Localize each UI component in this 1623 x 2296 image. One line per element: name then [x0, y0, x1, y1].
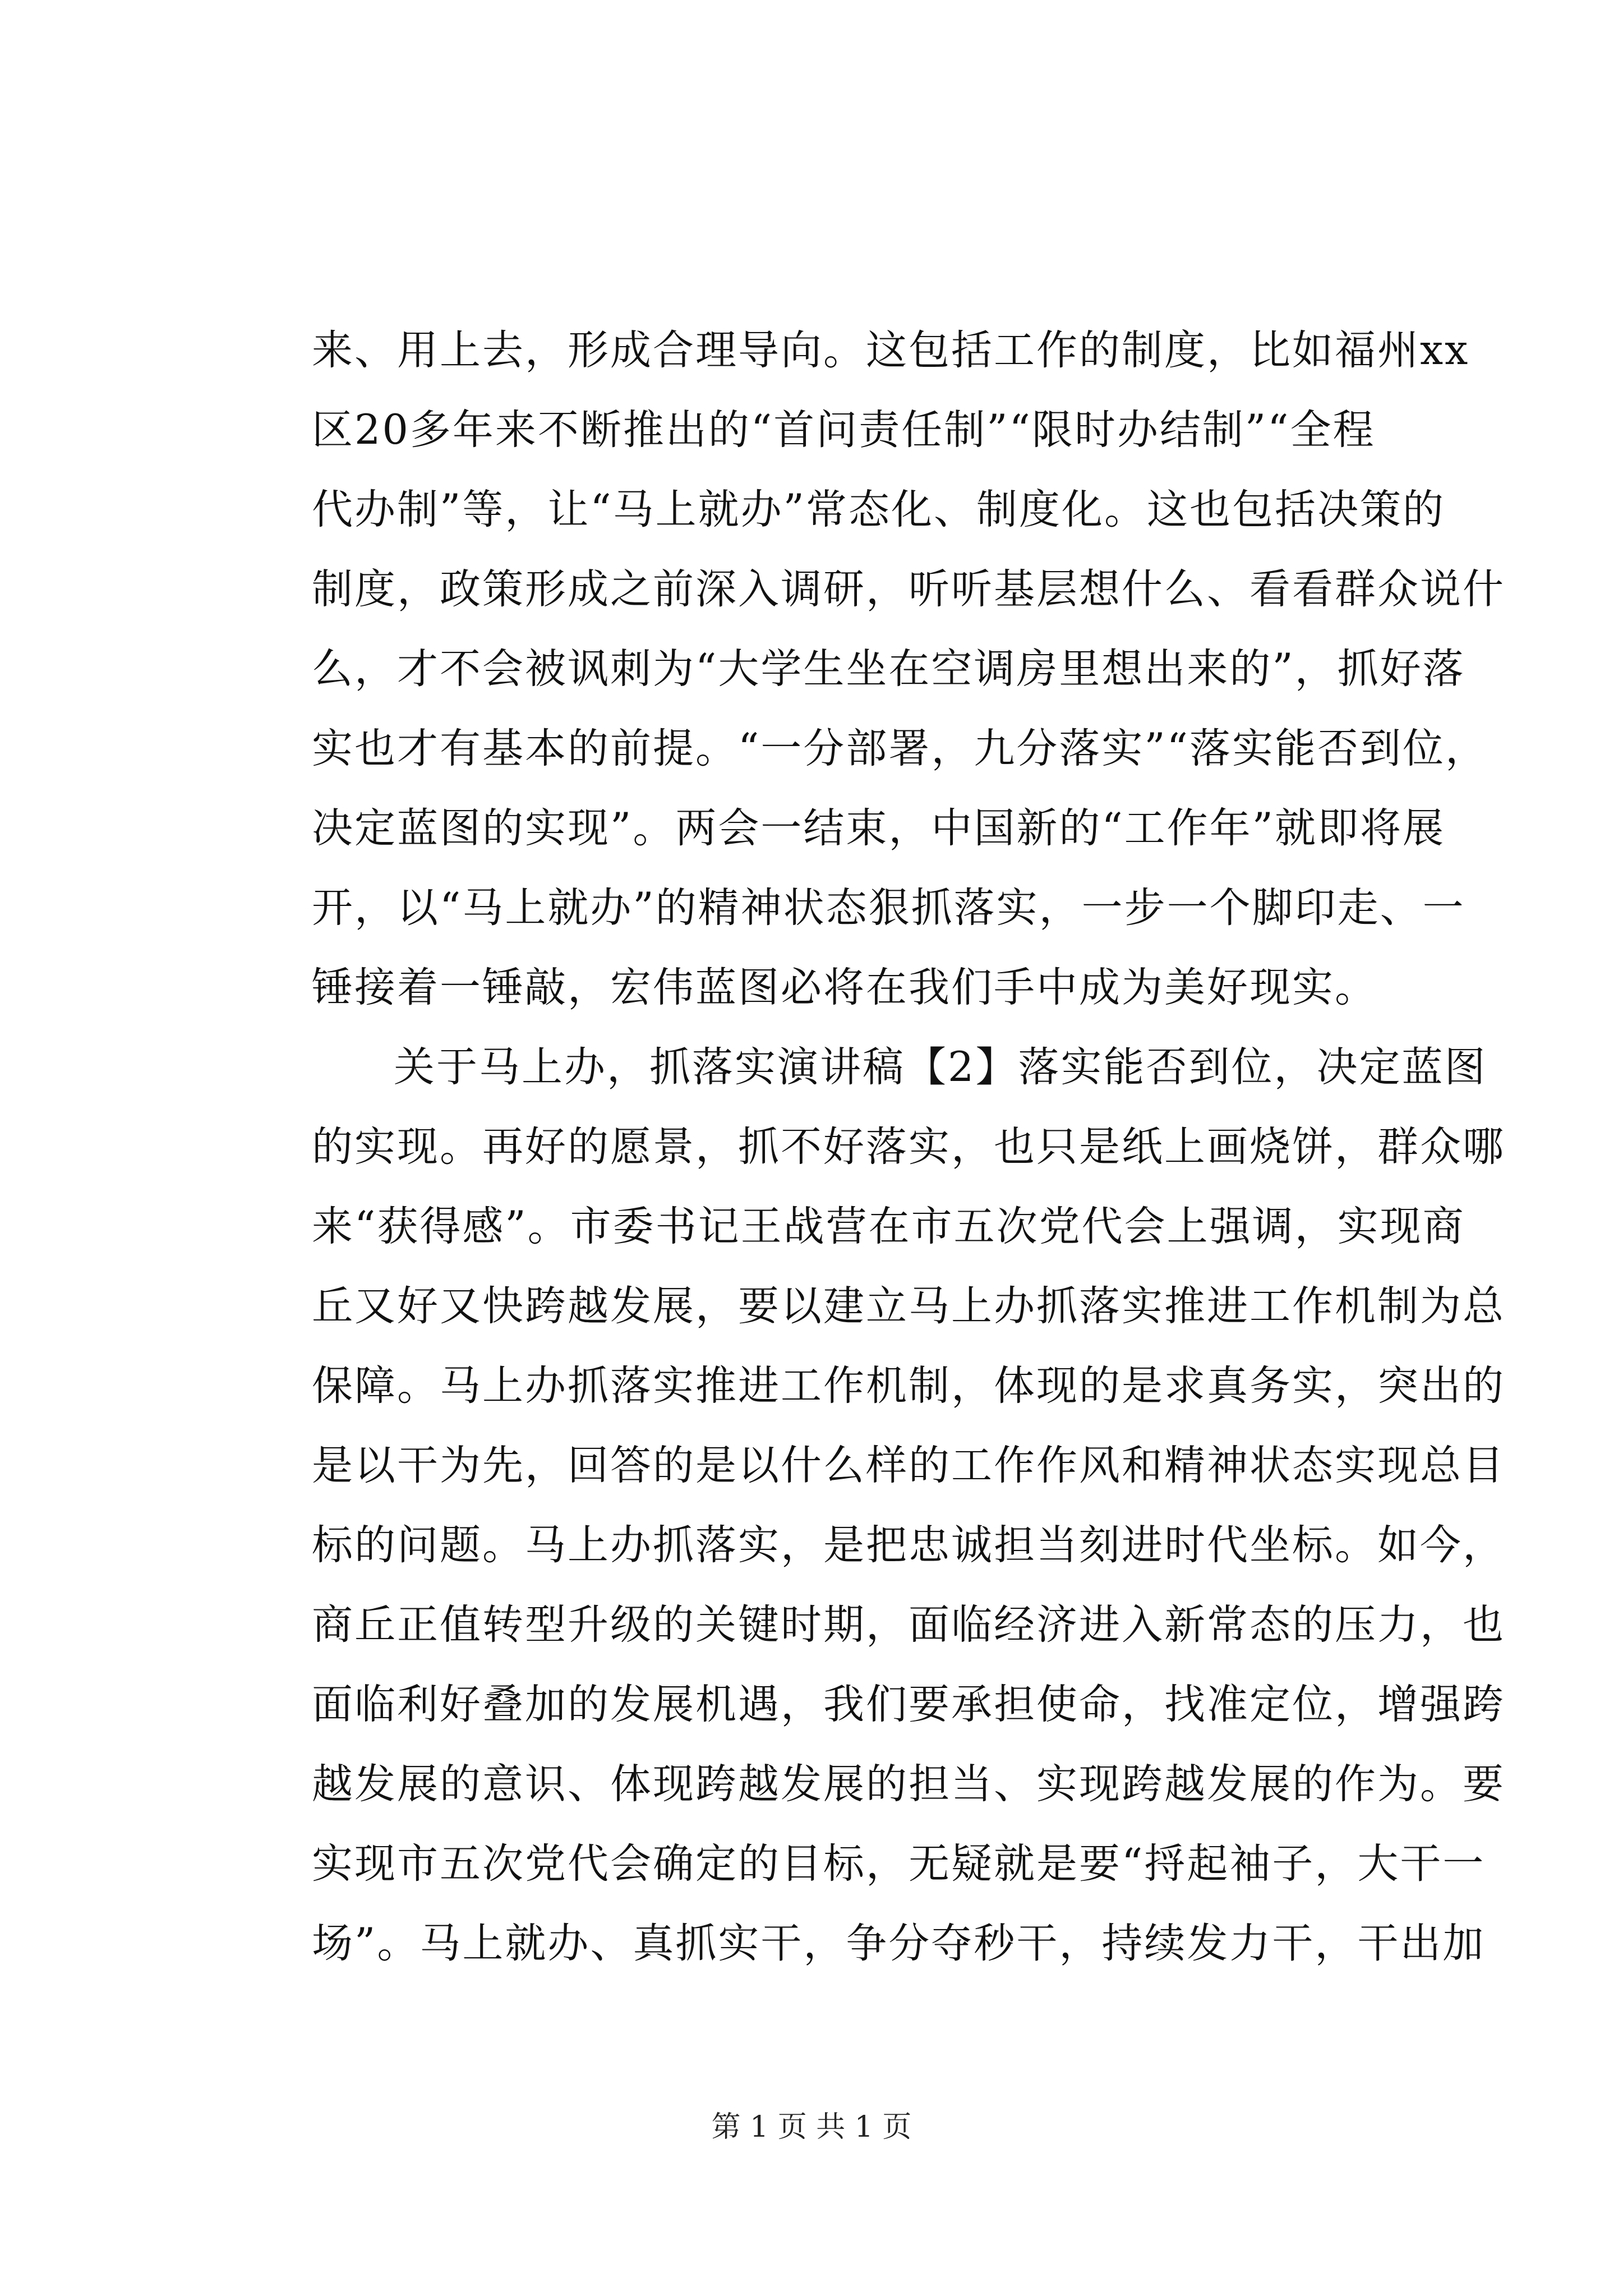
text-line: 是以干为先，回答的是以什么样的工作作风和精神状态实现总目 [312, 1442, 1505, 1489]
text-line: 来、用上去，形成合理导向。这包括工作的制度，比如福州xx [312, 326, 1470, 374]
text-line: 锤接着一锤敲，宏伟蓝图必将在我们手中成为美好现实。 [312, 964, 1377, 1011]
text-line: 的实现。再好的愿景，抓不好落实，也只是纸上画烧饼，群众哪 [312, 1123, 1505, 1171]
text-line: 实也才有基本的前提。“一分部署，九分落实”“落实能否到位， [312, 725, 1488, 772]
text-line: 商丘正值转型升级的关键时期，面临经济进入新常态的压力，也 [312, 1601, 1505, 1649]
text-line: 场”。马上就办、真抓实干，争分夺秒干，持续发力干，干出加 [312, 1920, 1486, 1967]
text-line: 标的问题。马上办抓落实，是把忠诚担当刻进时代坐标。如今， [312, 1521, 1505, 1569]
text-line: 丘又好又快跨越发展，要以建立马上办抓落实推进工作机制为总 [312, 1282, 1505, 1330]
text-line: 实现市五次党代会确定的目标，无疑就是要“捋起袖子，大干一 [312, 1840, 1486, 1888]
text-line: 制度，政策形成之前深入调研，听听基层想什么、看看群众说什 [312, 565, 1505, 613]
text-line: 来“获得感”。市委书记王战营在市五次党代会上强调，实现商 [312, 1203, 1465, 1250]
text-line: 开，以“马上就办”的精神状态狠抓落实，一步一个脚印走、一 [312, 884, 1465, 932]
page-number: 第 1 页 共 1 页 [711, 2110, 912, 2144]
text-line: 区20多年来不断推出的“首问责任制”“限时办结制”“全程 [312, 406, 1376, 454]
text-line: 么，才不会被讽刺为“大学生坐在空调房里想出来的”，抓好落 [312, 645, 1465, 693]
text-line: 保障。马上办抓落实推进工作机制，体现的是求真务实，突出的 [312, 1362, 1505, 1410]
text-line: 代办制”等，让“马上就办”常态化、制度化。这也包括决策的 [312, 486, 1445, 533]
text-line: 面临利好叠加的发展机遇，我们要承担使命，找准定位，增强跨 [312, 1681, 1505, 1728]
paragraph-first-line: 关于马上办，抓落实演讲稿【2】落实能否到位，决定蓝图 [394, 1043, 1487, 1091]
text-line: 决定蓝图的实现”。两会一结束，中国新的“工作年”就即将展 [312, 804, 1445, 852]
text-line: 越发展的意识、体现跨越发展的担当、实现跨越发展的作为。要 [312, 1760, 1505, 1808]
